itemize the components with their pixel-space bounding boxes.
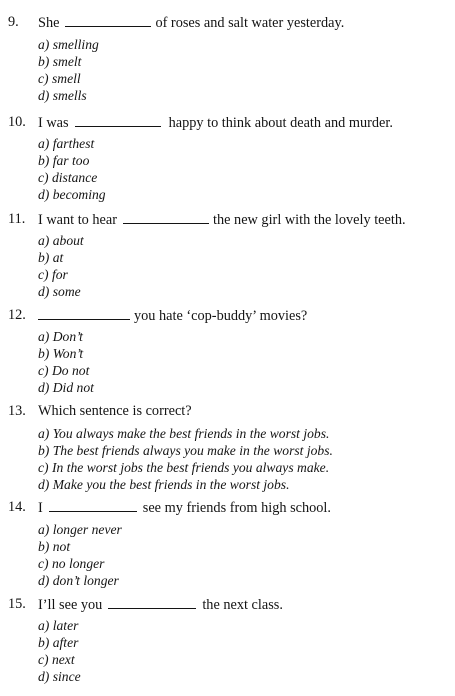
question-number: 13. [8, 403, 26, 419]
option-letter: c) [38, 71, 49, 86]
option-letter: b) [38, 443, 50, 458]
option-c [38, 651, 81, 668]
option-letter: c) [38, 267, 49, 282]
question-text [38, 498, 331, 517]
option-letter: a) [38, 618, 50, 633]
option-c [38, 266, 84, 283]
question-stem [0, 210, 455, 228]
question-text [38, 13, 344, 32]
option-list [38, 135, 106, 203]
option-text: In the worst jobs the best friends you always make. [51, 460, 330, 475]
option-letter: a) [38, 426, 50, 441]
question-text [38, 595, 283, 614]
option-text: Won’t [52, 346, 84, 361]
option-letter: d) [38, 477, 50, 492]
option-text: next [51, 652, 75, 667]
question-stem [0, 113, 455, 131]
question-number: 12. [8, 307, 26, 323]
question-12 [0, 306, 455, 395]
question-stem [0, 595, 455, 613]
option-text: far too [52, 153, 90, 168]
option-letter: d) [38, 284, 50, 299]
question-text [38, 306, 307, 325]
option-letter: b) [38, 54, 50, 69]
option-c [38, 459, 333, 476]
option-a [38, 135, 106, 152]
stem-before-blank: I [38, 500, 43, 516]
option-letter: c) [38, 652, 49, 667]
question-9 [0, 13, 455, 103]
option-a [38, 617, 81, 634]
option-a [38, 521, 122, 538]
stem-before-blank: I want to hear [38, 212, 117, 228]
option-text: for [51, 267, 68, 282]
option-letter: d) [38, 669, 50, 684]
question-stem [0, 306, 455, 324]
option-a [38, 232, 84, 249]
option-letter: d) [38, 573, 50, 588]
option-letter: a) [38, 37, 50, 52]
option-c [38, 555, 122, 572]
question-15 [0, 595, 455, 684]
question-14 [0, 498, 455, 588]
option-b [38, 53, 99, 70]
option-text: don’t longer [52, 573, 119, 588]
option-c [38, 70, 99, 87]
question-13 [0, 402, 455, 492]
option-b [38, 345, 94, 362]
answer-blank [123, 210, 209, 224]
option-letter: c) [38, 556, 49, 571]
option-c [38, 362, 94, 379]
option-a [38, 36, 99, 53]
answer-blank [65, 13, 151, 27]
stem-after-blank: you hate ‘cop-buddy’ movies? [134, 308, 308, 324]
answer-blank [49, 498, 137, 512]
question-stem [0, 13, 455, 31]
option-d [38, 283, 84, 300]
question-text [38, 210, 406, 229]
option-letter: a) [38, 522, 50, 537]
option-a [38, 425, 333, 442]
option-b [38, 442, 333, 459]
option-text: later [52, 618, 79, 633]
option-d [38, 476, 333, 493]
option-letter: a) [38, 233, 50, 248]
option-d [38, 379, 94, 396]
question-number: 14. [8, 499, 26, 515]
option-text: Make you the best friends in the worst jobs. [52, 477, 290, 492]
question-stem [0, 402, 455, 420]
option-text: no longer [51, 556, 105, 571]
option-list [38, 36, 99, 104]
option-text: Did not [52, 380, 94, 395]
option-text: The best friends always you make in the worst jobs. [52, 443, 333, 458]
option-b [38, 538, 122, 555]
option-letter: c) [38, 363, 49, 378]
option-text: about [52, 233, 84, 248]
option-text: at [52, 250, 64, 265]
option-text: after [52, 635, 79, 650]
answer-blank [108, 595, 196, 609]
option-text: some [52, 284, 81, 299]
option-a [38, 328, 94, 345]
option-list [38, 232, 84, 300]
stem-after-blank: the new girl with the lovely teeth. [213, 212, 406, 228]
option-text: since [52, 669, 81, 684]
option-letter: d) [38, 88, 50, 103]
option-letter: b) [38, 346, 50, 361]
option-letter: d) [38, 187, 50, 202]
stem-after-blank: see my friends from high school. [142, 500, 331, 516]
stem-after-blank: the next class. [202, 597, 283, 613]
option-list [38, 328, 94, 396]
option-letter: b) [38, 635, 50, 650]
option-letter: c) [38, 460, 49, 475]
option-letter: c) [38, 170, 49, 185]
option-text: smelt [52, 54, 82, 69]
stem-after-blank: happy to think about death and murder. [168, 115, 393, 131]
option-text: longer never [52, 522, 122, 537]
question-stem [0, 498, 455, 516]
stem-before-blank: She [38, 15, 60, 31]
option-list [38, 425, 333, 493]
option-letter: b) [38, 153, 50, 168]
option-text: not [52, 539, 71, 554]
answer-blank [38, 306, 130, 320]
stem-before-blank: I was [38, 115, 69, 131]
option-b [38, 152, 106, 169]
question-11 [0, 210, 455, 299]
option-b [38, 634, 81, 651]
question-number: 11. [8, 211, 26, 227]
option-list [38, 521, 122, 589]
question-number: 9. [8, 14, 19, 30]
question-text [38, 113, 393, 132]
option-d [38, 186, 106, 203]
answer-blank [75, 113, 161, 127]
option-b [38, 249, 84, 266]
question-text: Which sentence is correct? [38, 403, 192, 419]
option-list [38, 617, 81, 685]
option-d [38, 668, 81, 685]
option-text: smells [52, 88, 87, 103]
option-letter: d) [38, 380, 50, 395]
question-10 [0, 113, 455, 202]
question-number: 10. [8, 114, 26, 130]
option-text: distance [51, 170, 98, 185]
option-letter: a) [38, 136, 50, 151]
option-d [38, 572, 122, 589]
option-text: Do not [51, 363, 90, 378]
option-text: smelling [52, 37, 99, 52]
option-text: farthest [52, 136, 95, 151]
option-letter: b) [38, 539, 50, 554]
option-text: You always make the best friends in the worst jobs. [52, 426, 330, 441]
option-c [38, 169, 106, 186]
question-number: 15. [8, 596, 26, 612]
option-d [38, 87, 99, 104]
option-text: becoming [52, 187, 106, 202]
option-text: Don’t [52, 329, 83, 344]
stem-before-blank: I’ll see you [38, 597, 103, 613]
option-letter: a) [38, 329, 50, 344]
option-letter: b) [38, 250, 50, 265]
option-text: smell [51, 71, 81, 86]
stem-after-blank: of roses and salt water yesterday. [155, 15, 345, 31]
